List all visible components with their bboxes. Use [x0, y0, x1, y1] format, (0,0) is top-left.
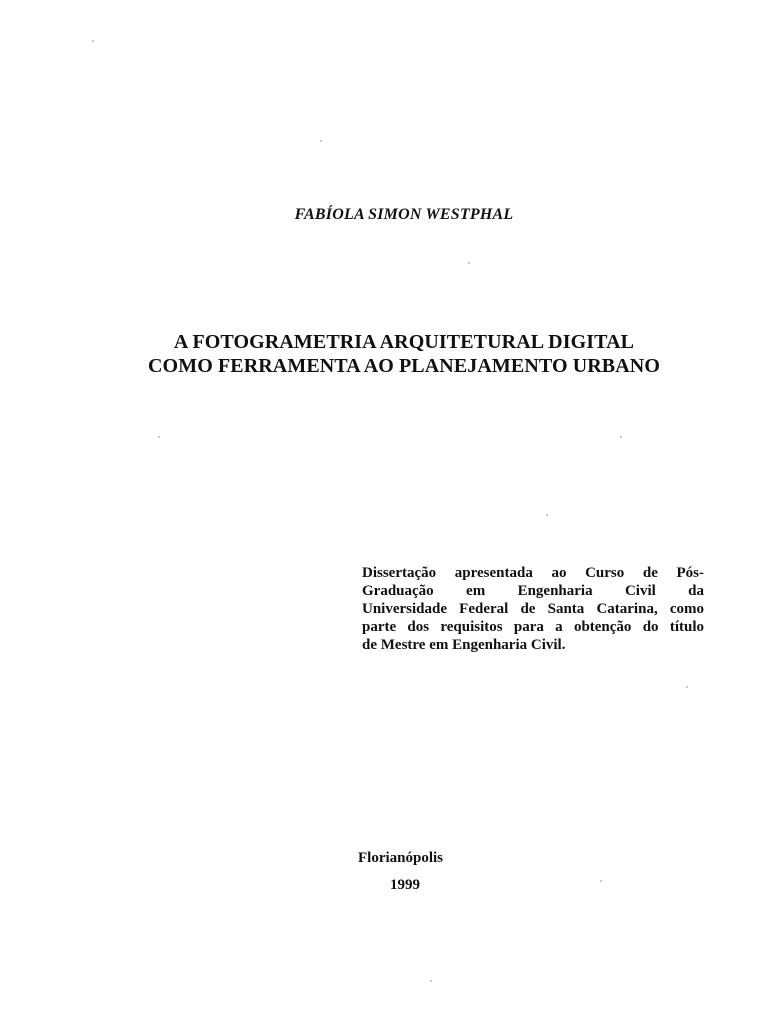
scan-speck: [546, 514, 548, 516]
dissertation-statement: [362, 564, 704, 654]
scan-speck: [430, 980, 432, 982]
statement-line-4: parte dos requisitos para a obtenção do título: [362, 619, 704, 635]
statement-line-3: Universidade Federal de Santa Catarina, como: [362, 601, 704, 617]
scan-speck: [620, 436, 622, 438]
statement-line-1: Dissertação apresentada ao Curso de Pós-: [362, 565, 704, 581]
city-name: Florianópolis: [358, 850, 444, 866]
statement-line-2: Graduação em Engenharia Civil da: [362, 583, 704, 599]
statement-line-5: de Mestre em Engenharia Civil.: [362, 637, 566, 653]
author-name: FABÍOLA SIMON WESTPHAL: [294, 206, 514, 223]
scan-speck: [320, 140, 322, 142]
scan-speck: [468, 262, 470, 264]
thesis-title-line-2: COMO FERRAMENTA AO PLANEJAMENTO URBANO: [148, 355, 660, 377]
scan-speck: [600, 880, 602, 882]
publication-year: 1999: [390, 877, 420, 893]
scan-speck: [158, 436, 160, 438]
thesis-title-line-1: A FOTOGRAMETRIA ARQUITETURAL DIGITAL: [173, 331, 635, 353]
thesis-title: [0, 330, 768, 378]
scan-speck: [686, 686, 688, 688]
scan-speck: [92, 40, 94, 42]
